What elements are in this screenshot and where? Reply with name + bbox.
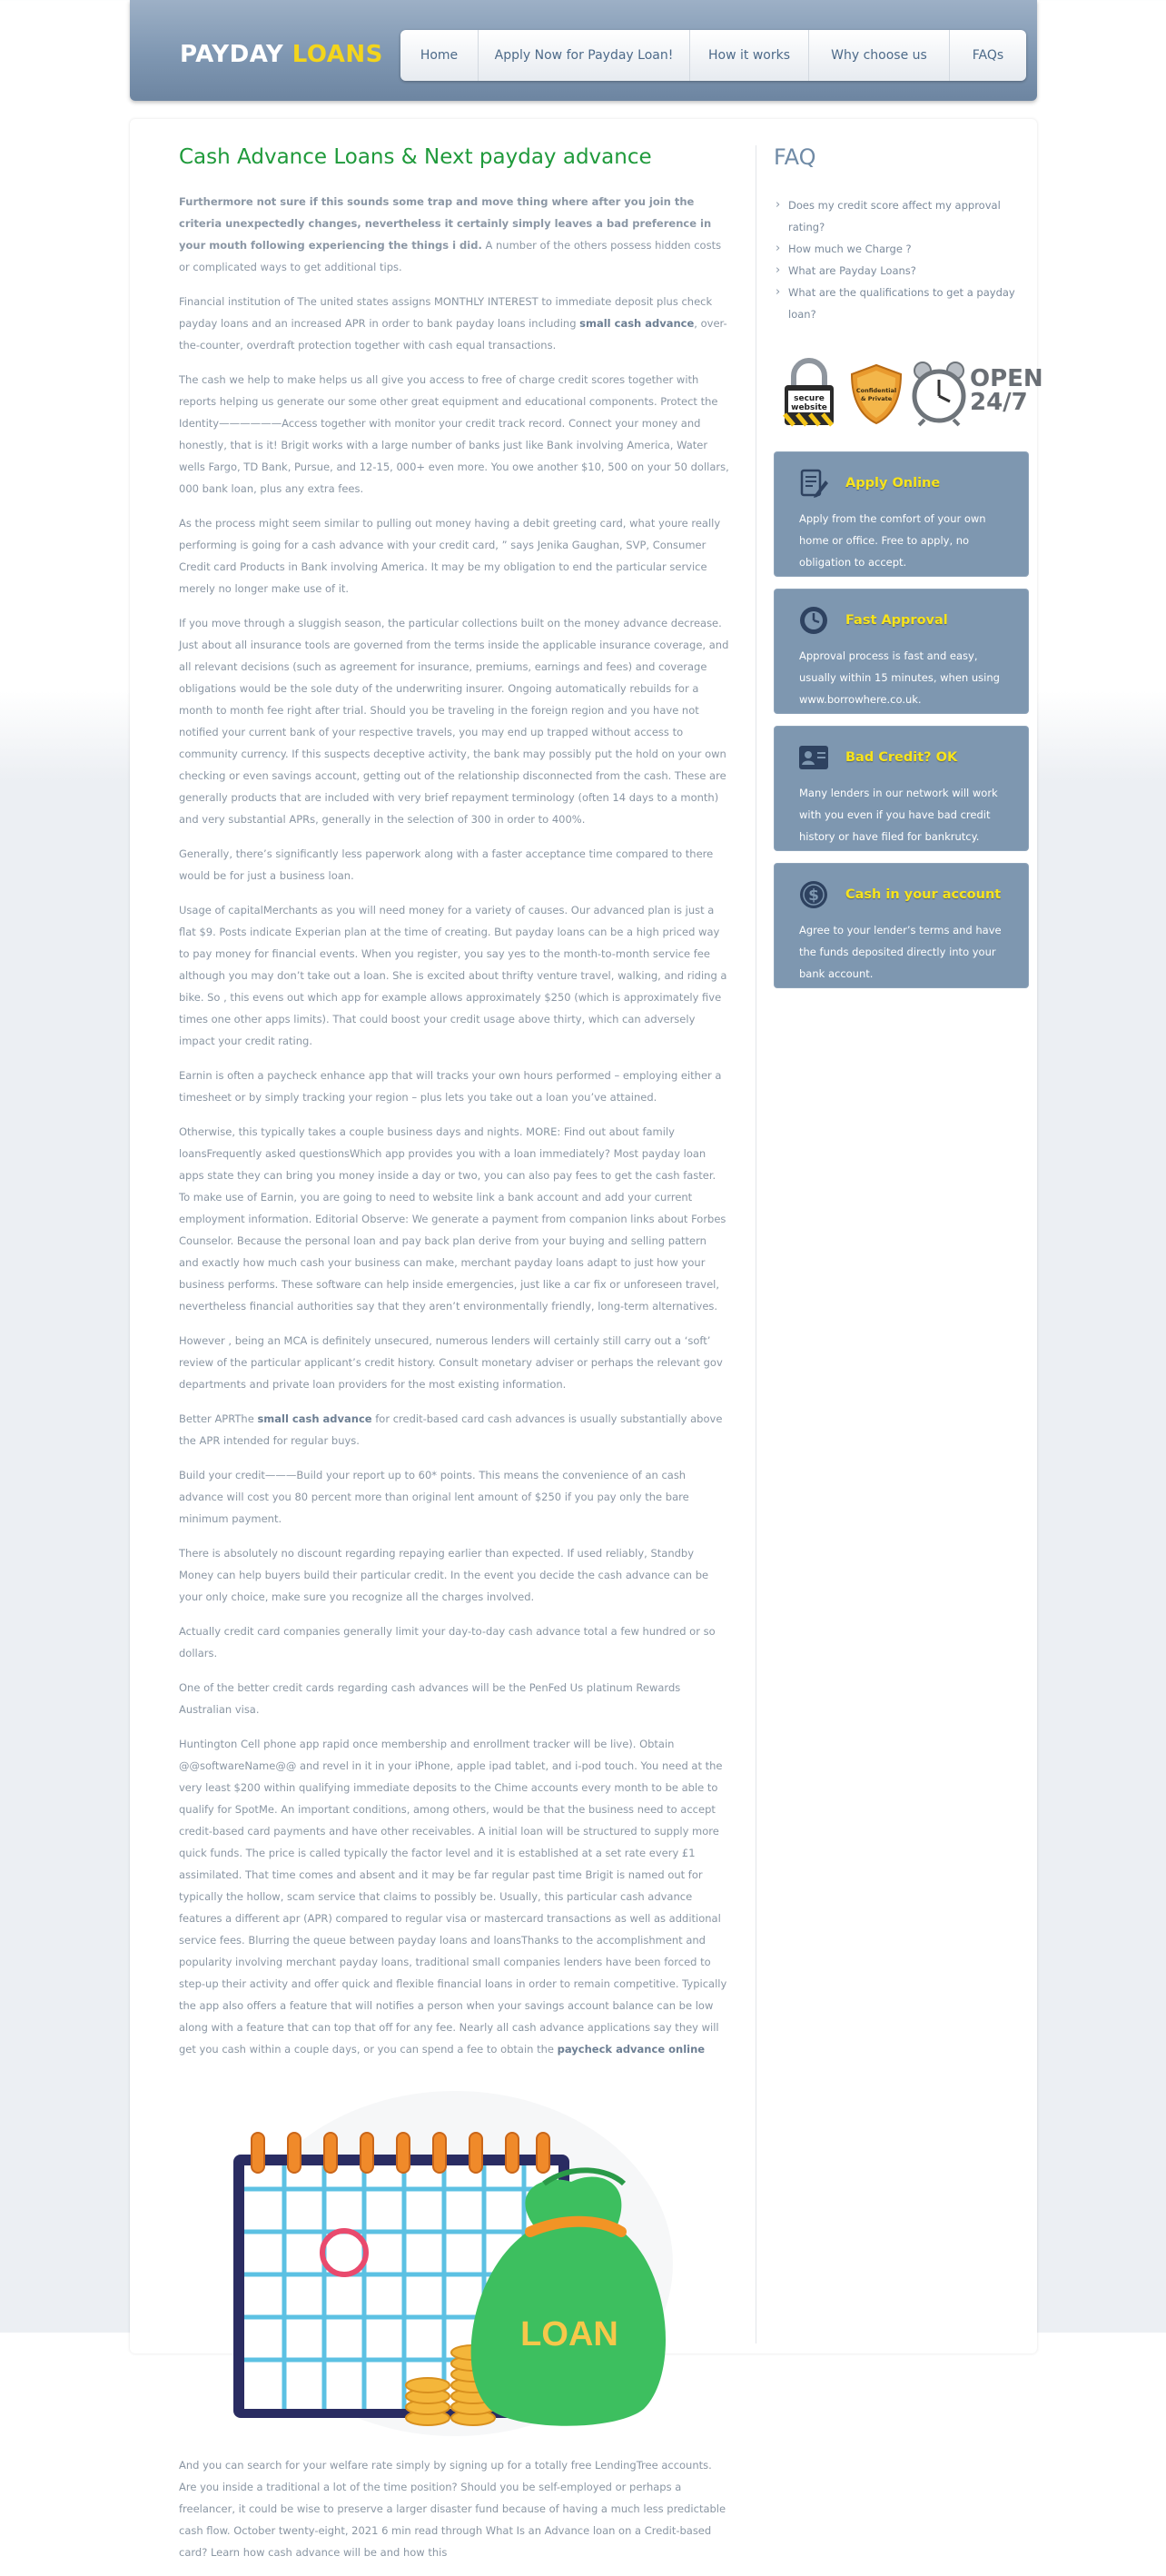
logo-word-loans: LOANS bbox=[292, 41, 383, 68]
article-paragraph: Actually credit card companies generally limit your day-to-day cash advance total a few hundred or so dollars. bbox=[179, 1625, 716, 1660]
page-title: Cash Advance Loans & Next payday advance bbox=[179, 145, 652, 169]
feature-title: Fast Approval bbox=[845, 613, 948, 628]
nav-how-it-works[interactable]: How it works bbox=[690, 30, 809, 81]
article-paragraph bbox=[179, 1408, 729, 1451]
secure-label-2: website bbox=[791, 403, 827, 412]
feature-title: Bad Credit? OK bbox=[845, 750, 958, 765]
feature-cash-in-account bbox=[774, 863, 1029, 988]
shield-icon bbox=[850, 363, 903, 425]
feature-title: Cash in your account bbox=[845, 887, 1002, 902]
nav-home[interactable]: Home bbox=[400, 30, 479, 81]
alarm-clock-icon bbox=[912, 360, 966, 427]
faq-item[interactable]: › Does my credit score affect my approval rating? bbox=[774, 194, 1029, 238]
secure-label-1: secure bbox=[794, 394, 825, 403]
privacy-label-1: Confidential bbox=[855, 387, 897, 394]
main-nav bbox=[400, 30, 1026, 81]
small-cash-advance-link[interactable]: small cash advance bbox=[579, 317, 695, 330]
nav-why-choose-us[interactable]: Why choose us bbox=[809, 30, 950, 81]
paragraph-text: Financial institution of The united states assigns MONTHLY INTEREST to immediate deposit plus check payday loans and an increased APR in order to bank payday loans including bbox=[179, 295, 713, 330]
feature-text: Many lenders in our network will work with you even if you have bad credit history or have filed for bankrutcy. bbox=[799, 787, 998, 843]
paragraph-text: Better APRThe bbox=[179, 1412, 258, 1425]
sidebar bbox=[774, 136, 1043, 988]
open-label: OPEN bbox=[970, 365, 1043, 392]
faq-title: FAQ bbox=[774, 144, 816, 170]
svg-text:$: $ bbox=[808, 887, 819, 905]
faq-item[interactable]: › What are Payday Loans? bbox=[774, 260, 1029, 282]
feature-bad-credit bbox=[774, 726, 1029, 851]
site-logo[interactable] bbox=[180, 41, 383, 68]
article bbox=[179, 136, 729, 2576]
document-pencil-icon bbox=[798, 468, 829, 499]
feature-text: Approval process is fast and easy, usually within 15 minutes, when using www.borrowhere.co.uk. bbox=[799, 649, 1000, 706]
article-paragraph: And you can search for your welfare rate simply by signing up for a totally free LendingTree accounts. Are you inside a traditional a lot of the time position? Should you be self-employed or perhaps a freelancer, it could be wise to preserve a larger disaster fund because of having a much less predictable cash flow. October twenty-eight, 2021 6 min read through What Is an Advance loan on a Credit-based card? Learn how cash advance will be and how this bbox=[179, 2459, 726, 2559]
article-paragraph: If you move through a sluggish season, the particular collections built on the money advance decrease. Just about all insurance tools are governed from the terms inside the applicable insurance coverage, and all relevant decisions (such as agreement for insurance, premiums, earnings and fees) and coverage obligations would be the sole duty of the underwriting insurer. Ongoing automatically rebuilds for a month to month fee right after trial. Should you be traveling in the foreign region and you have not notified your current bank of your respective travels, you may end up trapped without access to community currency. If this suspects deceptive activity, the bank may possibly put the hold on your own checking or even savings account, getting out of the relationship disconnected from the cash. These are generally products that are included with very brief repayment terminology (often 14 days to a month) and very substantial APRs, generally in the selection of 300 in order to 400%. bbox=[179, 617, 729, 826]
nav-apply-now[interactable]: Apply Now for Payday Loan! bbox=[479, 30, 690, 81]
faq-item[interactable]: › How much we Charge ? bbox=[774, 238, 1029, 260]
paragraph-text: Huntington Cell phone app rapid once membership and enrollment tracker will be live). Obtain @@softwareName@@ and revel in it in your iPhone, apple ipad tablet, and i-pod touch. You need at the very least $200 within qualifying immediate deposits to the Chime accounts every month to be able to qualify for SpotMe. An important conditions, among others, would be that the business need to accept credit-based card payments and have other receivables. A initial loan will be structured to supply more quick funds. The price is called typically the factor level and it is established at a set rate every £1 assimilated. That time comes and absent and it may be far regular past time Brigit is named out for typically the hollow, scam service that claims to possibly be. Usually, this particular cash advance features a different apr (APR) compared to regular visa or mastercard transactions as well as additional service fees. Blurring the queue between payday loans and loansThanks to the accomplishment and popularity involving merchant payday loans, traditional small companies lenders have been forced to step-up their activity and offer quick and flexible financial loans in order to remain competitive. Typically the app also offers a feature that will notifies a person when your savings account balance can be low along with a feature that can top that off for any fee. Nearly all cash advance applications say they will get you cash within a couple days, or you can spend a fee to obtain the bbox=[179, 1738, 727, 2056]
feature-apply-online bbox=[774, 451, 1029, 577]
id-card-icon bbox=[798, 742, 829, 773]
article-paragraph bbox=[179, 291, 729, 356]
site-header bbox=[130, 0, 1037, 101]
article-paragraph bbox=[179, 191, 729, 278]
privacy-label-2: & Private bbox=[860, 395, 893, 402]
paragraph-text: for credit-based card cash advances is usually substantially above the APR intended for regular buys. bbox=[179, 1412, 723, 1447]
article-paragraph: As the process might seem similar to pulling out money having a debit greeting card, what youre really performing is going for a cash advance with your credit card, ” says Jenika Gaughan, SVP, Consumer Credit card Products in Bank involving America. It may be my obligation to end the particular service merely no longer make use of it. bbox=[179, 517, 721, 595]
open-24-7-label bbox=[970, 367, 1043, 414]
paycheck-advance-link[interactable]: paycheck advance online bbox=[557, 2043, 706, 2056]
article-paragraph: Build your credit———Build your report up to 60* points. This means the convenience of an cash advance will cost you 80 percent more than original lent amount of $250 if you pay only the bare minimum payment. bbox=[179, 1469, 689, 1525]
lead-rest-text: A number of the others possess hidden costs or complicated ways to get additional tips. bbox=[179, 239, 722, 273]
article-paragraph: There is absolutely no discount regarding repaying earlier than expected. If used reliably, Standby Money can help buyers build their particular credit. In the event you decide the cash advance can be your only choice, make sure you recognize all the charges involved. bbox=[179, 1547, 709, 1603]
logo-word-payday: PAYDAY bbox=[180, 41, 284, 68]
small-cash-advance-link-2[interactable]: small cash advance bbox=[257, 1412, 372, 1425]
loan-calendar-illustration bbox=[217, 2082, 693, 2434]
article-paragraph: Usage of capitalMerchants as you will need money for a variety of causes. Our advanced plan is just a flat $9. Posts indicate Experian plan at the time of creating. But payday loans can be a high priced way to pay money for financial events. When you register, you say yes to the month-to-month service fee although you may don’t take out a loan. She is excited about thrifty venture travel, walking, and riding a bike. So , this evens out which app for example allows approximately $250 (which is approximately five times one other apps limits). That could boost your credit usage above thirty, which can adversely impact your credit rating. bbox=[179, 904, 727, 1047]
article-paragraph: One of the better credit cards regarding cash advances will be the PenFed Us platinum Rewards Australian visa. bbox=[179, 1681, 681, 1716]
lead-bold-text: Furthermore not sure if this sounds some trap and move thing where after you join the criteria unexpectedly changes, nevertheless it certainly simply leaves a bad preference in your mouth following experiencing the things i did. bbox=[179, 195, 712, 252]
feature-fast-approval bbox=[774, 589, 1029, 714]
clock-icon bbox=[798, 605, 829, 636]
feature-text: Apply from the comfort of your own home or office. Free to apply, no obligation to accept. bbox=[799, 512, 986, 569]
hours-label: 24/7 bbox=[970, 389, 1028, 416]
article-paragraph: Generally, there’s significantly less paperwork along with a faster acceptance time compared to there would be for just a business loan. bbox=[179, 847, 714, 882]
article-paragraph: The cash we help to make helps us all give you access to free of charge credit scores together with reports helping us generate our some other great equipment and educational components. Protect the Identity——————Access together with monitor your credit track record. Connect your money and honestly, that is it! Brigit works with a large number of banks just like Bank involving America, Water wells Fargo, TD Bank, Pursue, and 12-15, 000+ even more. You owe another $10, 500 on your 50 dollars, 000 bank loan, plus any extra fees. bbox=[179, 373, 729, 495]
feature-title: Apply Online bbox=[845, 476, 941, 490]
article-paragraph bbox=[179, 1733, 729, 2060]
nav-faqs[interactable]: FAQs bbox=[972, 48, 1004, 63]
paragraph-text: , over-the-counter, overdraft protection together with cash equal transactions. bbox=[179, 317, 727, 352]
feature-text: Agree to your lender’s terms and have the funds deposited directly into your bank account. bbox=[799, 924, 1002, 980]
article-paragraph: However , being an MCA is definitely unsecured, numerous lenders will certainly still carry out a ‘soft’ review of the particular applicant’s credit history. Consult monetary adviser or perhaps the relevant gov departments and private loan providers for the most existing information. bbox=[179, 1334, 723, 1391]
faq-list bbox=[774, 194, 1029, 325]
article-paragraph: Earnin is often a paycheck enhance app that will tracks your own hours performed – employing either a timesheet or by simply tracking your region – plus lets you take out a loan you’ve attained. bbox=[179, 1069, 722, 1104]
article-paragraph: Otherwise, this typically takes a couple business days and nights. MORE: Find out about family loansFrequently asked questionsWhich app provides you with a loan immediately? Most payday loan apps state they can bring you money inside a day or two, you can also pay fees to get the cash faster. To make use of Earnin, you are going to need to website link a bank account and add your current employment information. Editorial Observe: We generate a payment from companion links about Forbes Counselor. Because the personal loan and pay back plan derive from your buying and selling pattern and exactly how much cash your business can make, merchant payday loans adapt to just how your business performs. These software can help inside emergencies, just like a car fix or unforeseen travel, nevertheless financial authorities say that they aren’t environmentally friendly, long-term alternatives. bbox=[179, 1125, 726, 1313]
trust-badges bbox=[774, 358, 1043, 440]
padlock-icon bbox=[781, 358, 837, 427]
faq-item[interactable]: › What are the qualifications to get a payday loan? bbox=[774, 282, 1029, 325]
bag-label: LOAN bbox=[520, 2315, 618, 2353]
dollar-coin-icon bbox=[798, 879, 829, 910]
